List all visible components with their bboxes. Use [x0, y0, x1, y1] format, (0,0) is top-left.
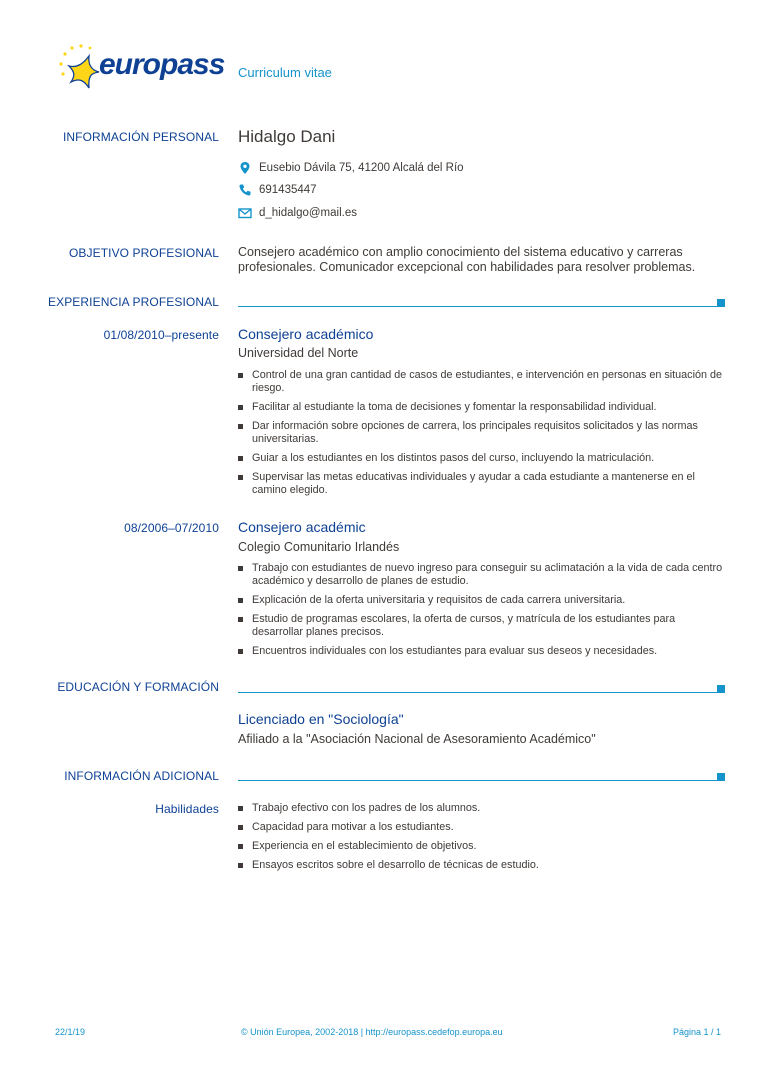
list-item: Capacidad para motivar a los estudiantes.	[238, 821, 726, 834]
section-label-objective: OBJETIVO PROFESIONAL	[68, 246, 219, 260]
contact-email	[238, 206, 726, 220]
list-item: Guiar a los estudiantes en los distintos pasos del curso, incluyendo la matriculación.	[238, 452, 726, 465]
footer-page-number: Página 1 / 1	[672, 1027, 721, 1037]
list-item: Facilitar al estudiante la toma de decisiones y fomentar la responsabilidad individual.	[238, 401, 726, 414]
section-label-additional: INFORMACIÓN ADICIONAL	[64, 769, 219, 783]
skills-label: Habilidades	[155, 802, 219, 816]
section-marker	[717, 299, 725, 307]
document-type-label: Curriculum vitae	[238, 65, 332, 80]
address-text: Eusebio Dávila 75, 41200 Alcalá del Río	[259, 162, 464, 174]
degree-title: Licenciado en "Sociología"	[238, 711, 404, 727]
phone-text[interactable]: 691435447	[259, 184, 317, 196]
section-divider	[238, 780, 717, 781]
contact-address	[238, 161, 726, 175]
job-organization: Colegio Comunitario Irlandés	[238, 540, 400, 554]
list-item: Control de una gran cantidad de casos de estudiantes, e intervención en personas en situación de riesgo.	[238, 369, 726, 395]
job-duties-list	[238, 369, 726, 503]
section-marker	[717, 773, 725, 781]
list-item: Trabajo efectivo con los padres de los alumnos.	[238, 802, 726, 815]
list-item: Trabajo con estudiantes de nuevo ingreso para conseguir su aclimatación a la vida de cada centro académico y desarrollo de planes de estudio.	[238, 562, 726, 588]
skills-list	[238, 802, 726, 878]
job-title: Consejero académic	[238, 519, 366, 535]
contact-phone	[238, 183, 726, 197]
degree-affiliation: Afiliado a la "Asociación Nacional de Asesoramiento Académico"	[238, 732, 596, 746]
section-label-education: EDUCACIÓN Y FORMACIÓN	[57, 680, 219, 694]
list-item: Ensayos escritos sobre el desarrollo de técnicas de estudio.	[238, 859, 726, 872]
list-item: Encuentros individuales con los estudiantes para evaluar sus deseos y necesidades.	[238, 645, 726, 658]
job-dates: 01/08/2010–presente	[103, 328, 219, 342]
job-duties-list	[238, 562, 726, 664]
footer-date: 22/1/19	[55, 1027, 86, 1037]
section-marker	[717, 685, 725, 693]
section-divider	[238, 306, 717, 307]
location-pin-icon	[238, 161, 252, 175]
section-label-experience: EXPERIENCIA PROFESIONAL	[47, 295, 219, 309]
footer-copyright[interactable]: © Unión Europea, 2002-2018 | http://europass.cedefop.europa.eu	[241, 1027, 503, 1037]
objective-text: Consejero académico con amplio conocimiento del sistema educativo y carreras profesionales. Comunicador excepcional con habilidades para resolver problemas.	[238, 245, 696, 274]
section-divider	[238, 692, 717, 693]
list-item: Explicación de la oferta universitaria y requisitos de cada carrera universitaria.	[238, 594, 726, 607]
envelope-icon	[238, 206, 252, 220]
job-dates: 08/2006–07/2010	[124, 521, 219, 535]
list-item: Experiencia en el establecimiento de objetivos.	[238, 840, 726, 853]
europass-logo	[55, 42, 225, 92]
job-title: Consejero académico	[238, 326, 374, 342]
phone-icon	[238, 183, 252, 197]
list-item: Dar información sobre opciones de carrera, los principales requisitos solicitados y las normas universitarias.	[238, 420, 726, 446]
person-name: Hidalgo Dani	[238, 127, 336, 146]
list-item: Supervisar las metas educativas individuales y ayudar a cada estudiante a mantenerse en el camino elegido.	[238, 471, 726, 497]
list-item: Estudio de programas escolares, la oferta de cursos, y matrícula de los estudiantes para desarrollar planes precisos.	[238, 613, 726, 639]
section-label-personal: INFORMACIÓN PERSONAL	[62, 130, 219, 144]
europass-wordmark: europass	[99, 48, 225, 81]
email-text[interactable]: d_hidalgo@mail.es	[259, 207, 357, 219]
job-organization: Universidad del Norte	[238, 346, 359, 360]
